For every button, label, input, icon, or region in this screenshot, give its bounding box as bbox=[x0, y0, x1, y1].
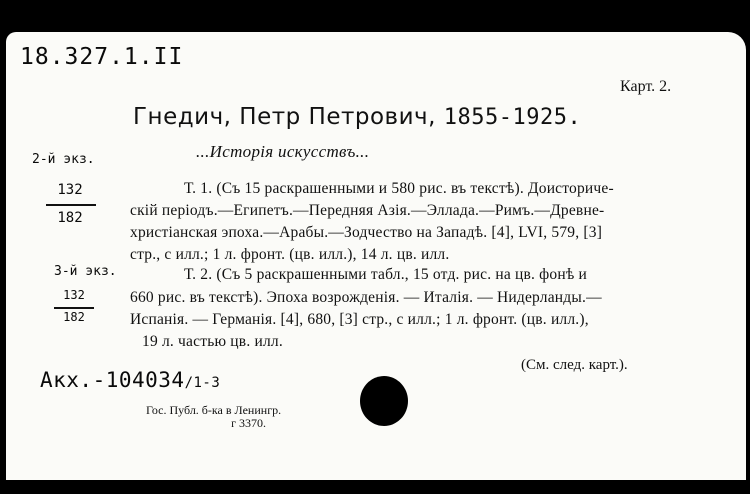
volume2-line: Т. 2. (Съ 5 раскрашенными табл., 15 отд. рис. на цв. фонѣ и bbox=[184, 266, 588, 283]
volume1-line: скій періодъ.—Египетъ.—Передняя Азія.—Эллада.—Римъ.—Древне- bbox=[130, 202, 605, 219]
inventory-number bbox=[40, 368, 220, 392]
stamp-line-1: Гос. Публ. б-ка в Ленингр. bbox=[146, 403, 282, 417]
stamp-line-2: г 3370. bbox=[231, 416, 267, 430]
card-number: Карт. 2. bbox=[620, 78, 672, 95]
punch-hole bbox=[360, 376, 408, 426]
shelfmark-top-bar bbox=[46, 204, 96, 206]
inventory-main: Акх.-104034 bbox=[40, 368, 185, 392]
author-name: Гнедич, Петр Петрович, bbox=[133, 104, 436, 130]
book-title: ...Исторія искусствъ... bbox=[196, 142, 370, 161]
volume2-line: 19 л. частью цв. илл. bbox=[142, 333, 283, 350]
shelfmark-bottom-numerator: 132 bbox=[63, 288, 85, 302]
volume2-line: Испанія. — Германія. [4], 680, [3] стр., с илл.; 1 л. фронт. (цв. илл.), bbox=[130, 311, 589, 328]
shelfmark-bottom-bar bbox=[54, 307, 94, 309]
volume1-line: стр., с илл.; 1 л. фронт. (цв. илл.), 14 л. цв. илл. bbox=[130, 246, 450, 263]
call-number: 18.327.1.II bbox=[20, 44, 184, 70]
shelfmark-bottom-denominator: 182 bbox=[63, 310, 85, 324]
library-stamp bbox=[146, 404, 281, 430]
volume2-line: 660 рис. въ текстѣ). Эпоха возрожденія. — Италія. — Нидерланды.— bbox=[130, 289, 602, 306]
shelfmark-top-denominator: 182 bbox=[57, 210, 83, 226]
volume1-line: Т. 1. (Съ 15 раскрашенными и 580 рис. въ текстѣ). Доисториче- bbox=[184, 180, 614, 197]
author-dates: 1855-1925. bbox=[443, 105, 582, 130]
author-heading bbox=[133, 104, 581, 130]
copy3-note: 3-й экз. bbox=[54, 264, 117, 279]
copy2-note: 2-й экз. bbox=[32, 152, 95, 167]
shelfmark-top-numerator: 132 bbox=[57, 182, 83, 198]
volume1-line: христіанская эпоха.—Арабы.—Зодчество на Западѣ. [4], LVI, 579, [3] bbox=[130, 224, 603, 241]
see-next-card: (См. след. карт.). bbox=[521, 357, 628, 373]
inventory-suffix: /1-3 bbox=[184, 375, 221, 391]
catalog-card bbox=[6, 32, 746, 480]
